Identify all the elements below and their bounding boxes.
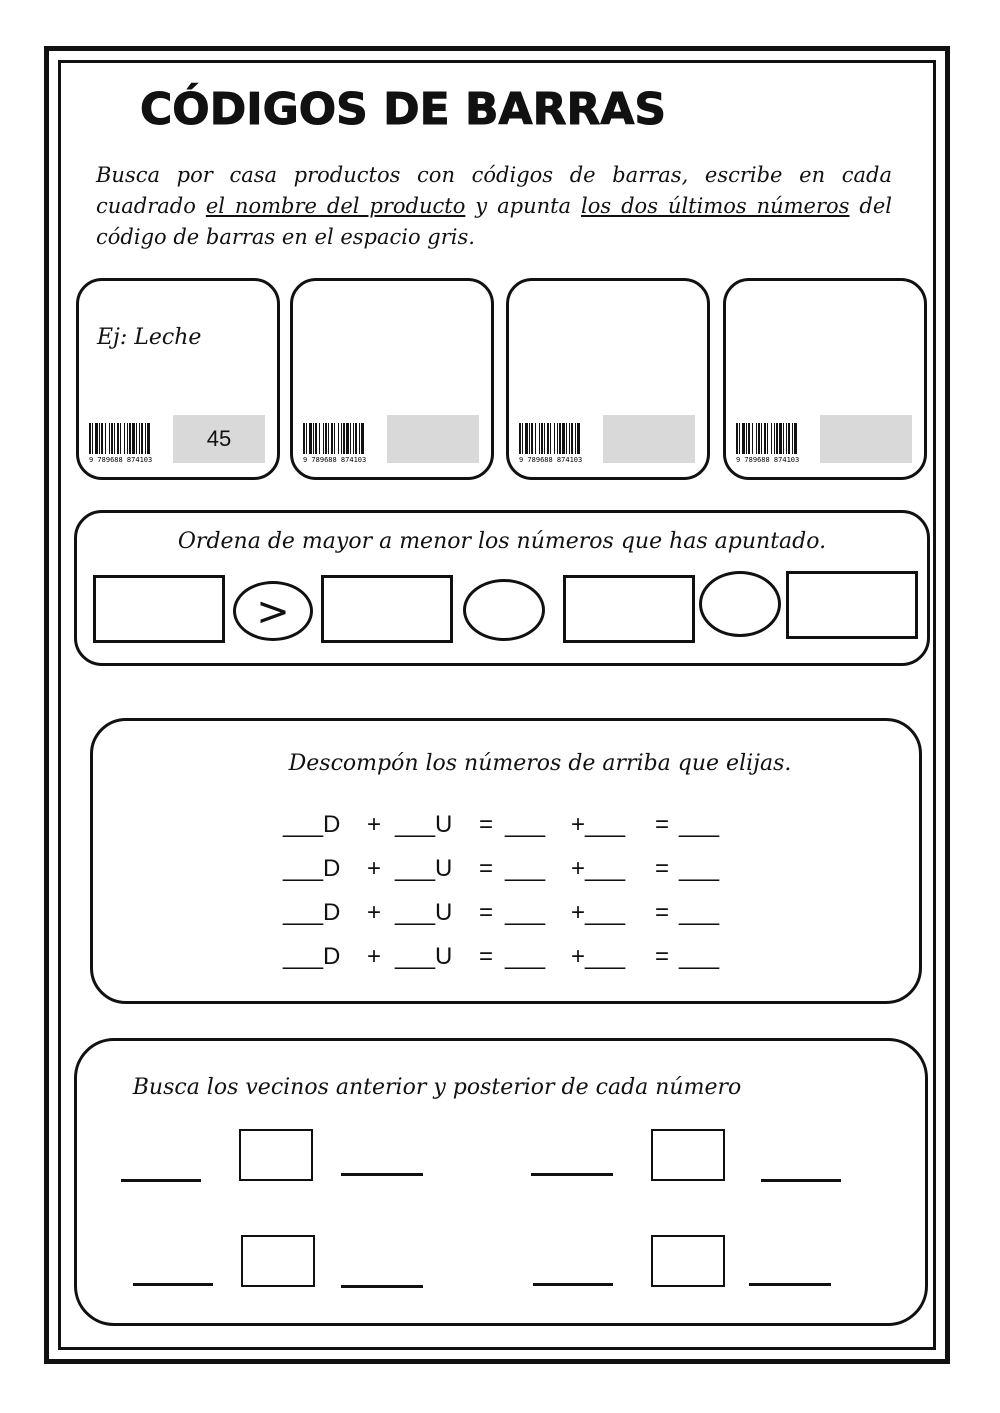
instructions-text-3: del código de barras en el espacio gris. — [96, 194, 892, 249]
equals-sign: = — [655, 811, 670, 838]
number-box[interactable] — [603, 415, 695, 463]
result-blank[interactable]: ___ — [679, 943, 720, 970]
barcode-number: 9 789688 874103 — [736, 456, 800, 463]
product-card-1[interactable] — [76, 278, 280, 480]
next-blank[interactable] — [341, 1173, 423, 1176]
value-blank[interactable]: ___ — [505, 899, 546, 926]
previous-blank[interactable] — [533, 1283, 613, 1286]
tens-blank[interactable]: ___D — [283, 811, 341, 838]
number-box[interactable] — [820, 415, 912, 463]
instructions-text-1: Busca por casa productos con códigos de barras, escribe en cada cuadrado — [96, 163, 892, 218]
answer-box[interactable] — [786, 571, 918, 639]
number-box[interactable] — [387, 415, 479, 463]
value-blank[interactable]: ___ — [505, 811, 546, 838]
number-box[interactable] — [239, 1129, 313, 1181]
product-card-2[interactable] — [290, 278, 494, 480]
units-blank[interactable]: ___U — [395, 943, 453, 970]
barcode-icon — [736, 423, 824, 463]
comparison-circle[interactable] — [463, 579, 545, 641]
decompose-panel — [90, 718, 922, 1004]
barcode-icon — [519, 423, 607, 463]
number-box[interactable] — [651, 1235, 725, 1287]
value-blank[interactable]: ___ — [505, 943, 546, 970]
plus-sign: + — [367, 943, 382, 970]
value-blank[interactable]: ___ — [505, 855, 546, 882]
previous-blank[interactable] — [133, 1283, 213, 1286]
value-blank[interactable]: +___ — [571, 811, 626, 838]
value-blank[interactable]: +___ — [571, 899, 626, 926]
result-blank[interactable]: ___ — [679, 811, 720, 838]
instructions — [96, 160, 892, 253]
equals-sign: = — [479, 899, 494, 926]
plus-sign: + — [367, 855, 382, 882]
result-blank[interactable]: ___ — [679, 855, 720, 882]
previous-blank[interactable] — [531, 1173, 613, 1176]
neighbors-panel — [74, 1038, 928, 1326]
tens-blank[interactable]: ___D — [283, 899, 341, 926]
product-card-4[interactable] — [723, 278, 927, 480]
barcode-number: 9 789688 874103 — [89, 456, 153, 463]
number-box[interactable]: 45 — [173, 415, 265, 463]
equals-sign: = — [655, 899, 670, 926]
tens-blank[interactable]: ___D — [283, 943, 341, 970]
equals-sign: = — [479, 943, 494, 970]
equals-sign: = — [479, 855, 494, 882]
previous-blank[interactable] — [121, 1179, 201, 1182]
comparison-circle[interactable]: > — [233, 581, 313, 641]
units-blank[interactable]: ___U — [395, 811, 453, 838]
neighbors-title: Busca los vecinos anterior y posterior de cada número — [132, 1075, 742, 1100]
next-blank[interactable] — [761, 1179, 841, 1182]
equals-sign: = — [479, 811, 494, 838]
barcode-icon — [303, 423, 391, 463]
order-panel — [74, 510, 930, 666]
answer-box[interactable] — [93, 575, 225, 643]
equals-sign: = — [655, 943, 670, 970]
plus-sign: + — [367, 811, 382, 838]
value-blank[interactable]: +___ — [571, 855, 626, 882]
product-card-3[interactable] — [506, 278, 710, 480]
equals-sign: = — [655, 855, 670, 882]
instructions-text-2: y apunta — [465, 194, 582, 218]
units-blank[interactable]: ___U — [395, 899, 453, 926]
answer-box[interactable] — [321, 575, 453, 643]
instructions-underline-2: los dos últimos números — [581, 194, 850, 218]
order-title: Ordena de mayor a menor los números que has apuntado. — [177, 529, 827, 554]
result-blank[interactable]: ___ — [679, 899, 720, 926]
answer-box[interactable] — [563, 575, 695, 643]
next-blank[interactable] — [749, 1283, 831, 1286]
value-blank[interactable]: +___ — [571, 943, 626, 970]
plus-sign: + — [367, 899, 382, 926]
instructions-underline-1: el nombre del producto — [205, 194, 466, 218]
tens-blank[interactable]: ___D — [283, 855, 341, 882]
number-box[interactable] — [241, 1235, 315, 1287]
number-box[interactable] — [651, 1129, 725, 1181]
units-blank[interactable]: ___U — [395, 855, 453, 882]
barcode-icon — [89, 423, 177, 463]
comparison-circle[interactable] — [699, 571, 781, 637]
page-title: CÓDIGOS DE BARRAS — [140, 84, 667, 135]
barcode-number: 9 789688 874103 — [519, 456, 583, 463]
barcode-number: 9 789688 874103 — [303, 456, 367, 463]
card-label: Ej: Leche — [97, 325, 202, 350]
decompose-title: Descompón los números de arriba que elijas. — [288, 751, 792, 776]
next-blank[interactable] — [341, 1285, 423, 1288]
